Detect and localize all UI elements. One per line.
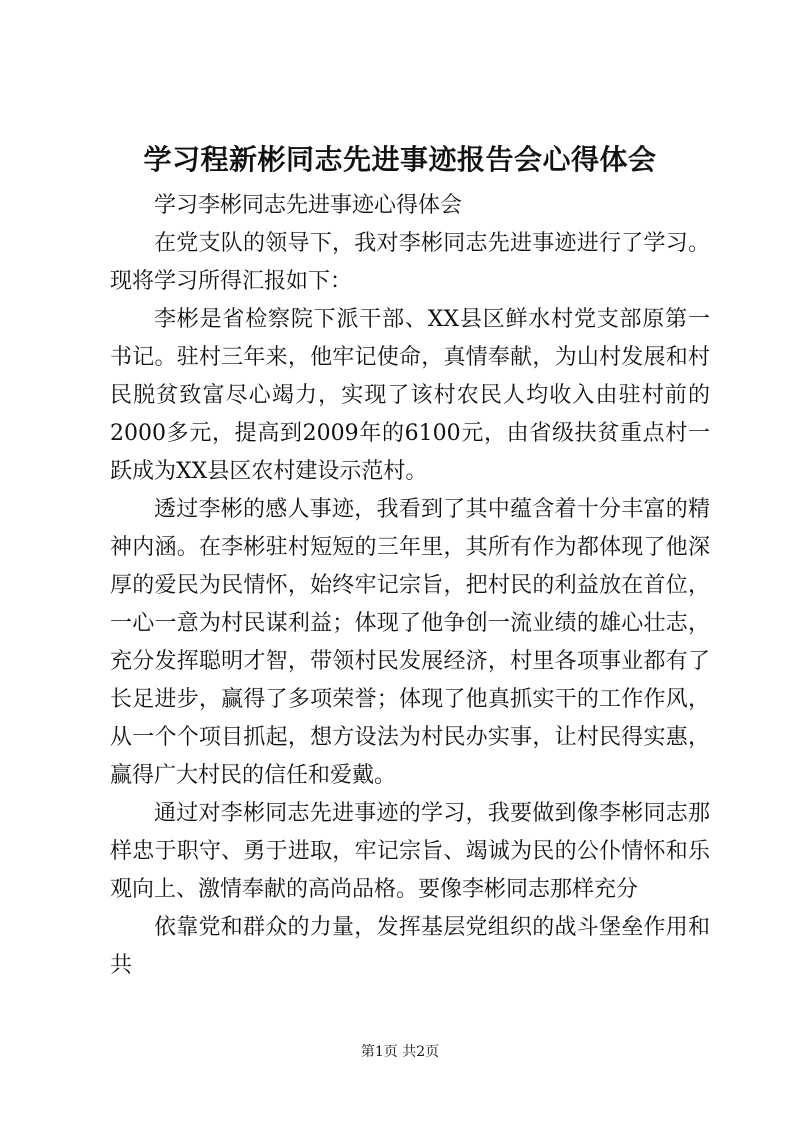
background-paragraph: 李彬是省检察院下派干部、XX县区鲜水村党支部原第一书记。驻村三年来，他牢记使命，真情奉献，为山村发展和村民脱贫致富尽心竭力，实现了该村农民人均收入由驻村前的2000多元，提高到2009年的6100元，由省级扶贫重点村一跃成为XX县区农村建设示范村。 (110, 307, 710, 484)
spirit-paragraph: 透过李彬的感人事迹，我看到了其中蕴含着十分丰富的精神内涵。在李彬驻村短短的三年里，其所有作为都体现了他深厚的爱民为民情怀，始终牢记宗旨，把村民的利益放在首位，一心一意为村民谋利益；体现了他争创一流业绩的雄心壮志，充分发挥聪明才智，带领村民发展经济，村里各项事业都有了长足进步，赢得了多项荣誉；体现了他真抓实干的工作作风，从一个个项目抓起，想方设法为村民办实事，让村民得实惠，赢得广大村民的信任和爱戴。 (110, 497, 710, 788)
intro-paragraph: 在党支队的领导下，我对李彬同志先进事迹进行了学习。现将学习所得汇报如下： (110, 231, 710, 294)
page-footer: 第1页 共2页 (360, 1044, 440, 1060)
learning-paragraph: 通过对李彬同志先进事迹的学习，我要做到像李彬同志那样忠于职守、勇于进取，牢记宗旨、竭诚为民的公仆情怀和乐观向上、激情奉献的高尚品格。要像李彬同志那样充分 (110, 801, 710, 902)
page-title: 学习程新彬同志先进事迹报告会心得体会 (143, 143, 657, 176)
continuation-paragraph: 依靠党和群众的力量，发挥基层党组织的战斗堡垒作用和共 (110, 915, 710, 978)
subtitle-paragraph: 学习李彬同志先进事迹心得体会 (154, 193, 463, 218)
document-body (110, 187, 710, 985)
